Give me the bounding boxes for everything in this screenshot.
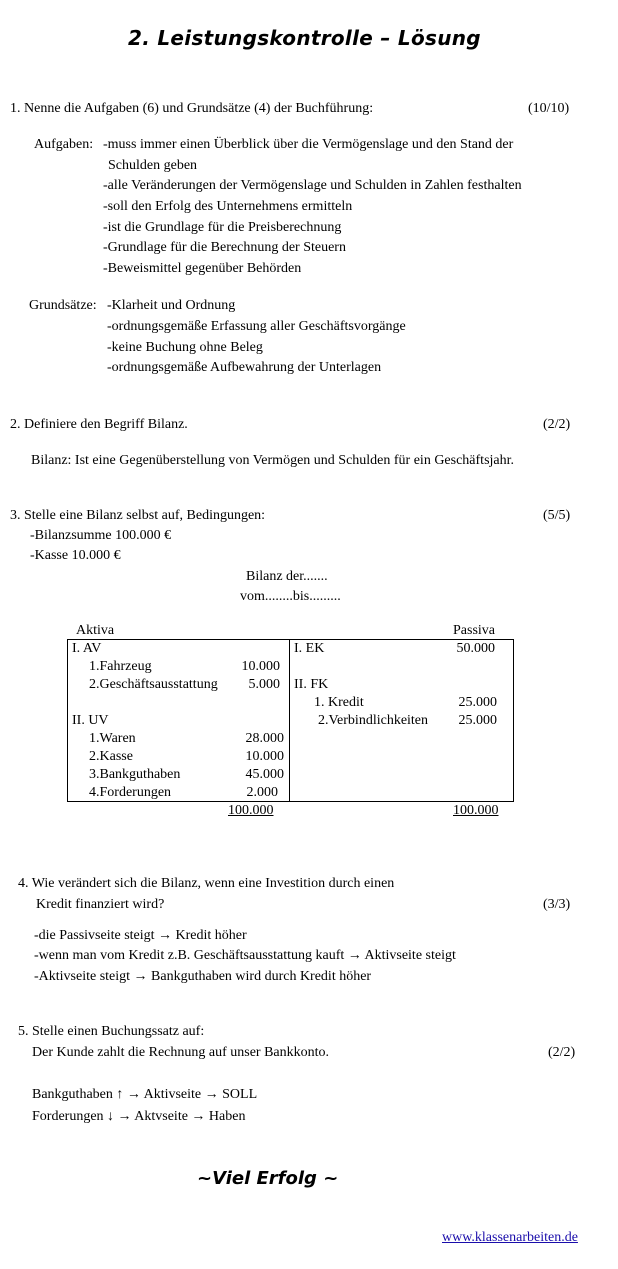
aufgaben-item: -alle Veränderungen der Vermögenslage und Schulden in Zahlen festhalten xyxy=(103,178,522,193)
ek-value: 50.000 xyxy=(456,641,495,656)
question-2: 2. Definiere den Begriff Bilanz. xyxy=(10,417,188,432)
aufgaben-item: Schulden geben xyxy=(108,158,198,173)
fk-item-label: 2.Verbindlichkeiten xyxy=(318,713,429,728)
footer-link[interactable]: www.klassenarbeiten.de xyxy=(442,1230,578,1245)
question-4-points: (3/3) xyxy=(543,897,571,912)
table-right-border xyxy=(513,639,514,802)
condition-kasse: -Kasse 10.000 € xyxy=(30,548,121,563)
question-4-answer: -Aktivseite steigt → Bankguthaben wird durch Kredit höher xyxy=(34,969,372,984)
question-5: 5. Stelle einen Buchungssatz auf: xyxy=(18,1024,205,1039)
av-item-label: 1.Fahrzeug xyxy=(89,659,152,674)
uv-item-label: 2.Kasse xyxy=(89,749,133,764)
uv-item-value: 10.000 xyxy=(245,749,284,764)
aufgaben-item: -ist die Grundlage für die Preisberechnung xyxy=(103,220,342,235)
bilanz-heading: Bilanz der....... xyxy=(246,569,328,584)
grundsaetze-item: -ordnungsgemäße Aufbewahrung der Unterlagen xyxy=(107,360,382,375)
table-center-divider xyxy=(289,639,290,802)
total-aktiva: 100.000 xyxy=(228,803,274,818)
av-label: I. AV xyxy=(72,641,102,656)
question-5-cont: Der Kunde zahlt die Rechnung auf unser Bankkonto. xyxy=(32,1045,330,1060)
question-1: 1. Nenne die Aufgaben (6) und Grundsätze (4) der Buchführung: xyxy=(10,101,374,116)
question-4-cont: Kredit finanziert wird? xyxy=(36,897,165,912)
aufgaben-item: -Grundlage für die Berechnung der Steuern xyxy=(103,240,346,255)
passiva-label: Passiva xyxy=(453,623,495,638)
question-5-answer: Forderungen ↓ → Aktvseite → Haben xyxy=(32,1109,246,1124)
question-5-answer: Bankguthaben ↑ → Aktivseite → SOLL xyxy=(32,1087,258,1102)
grundsaetze-item: -keine Buchung ohne Beleg xyxy=(107,340,263,355)
fk-item-value: 25.000 xyxy=(458,695,497,710)
uv-item-label: 4.Forderungen xyxy=(89,785,172,800)
question-3: 3. Stelle eine Bilanz selbst auf, Bedingungen: xyxy=(10,508,266,523)
uv-item-value: 28.000 xyxy=(245,731,284,746)
av-item-value: 5.000 xyxy=(248,677,280,692)
total-passiva: 100.000 xyxy=(453,803,499,818)
condition-bilanzsumme: -Bilanzsumme 100.000 € xyxy=(30,528,172,543)
bilanz-period: vom........bis......... xyxy=(240,589,341,604)
fk-label: II. FK xyxy=(294,677,329,692)
grundsaetze-label: Grundsätze: xyxy=(29,298,97,313)
table-bottom-border xyxy=(67,801,514,802)
question-4-answer: -wenn man vom Kredit z.B. Geschäftsausstattung kauft → Aktivseite steigt xyxy=(34,948,456,963)
question-4: 4. Wie verändert sich die Bilanz, wenn eine Investition durch einen xyxy=(18,876,395,891)
fk-item-label: 1. Kredit xyxy=(314,695,364,710)
grundsaetze-item: -Klarheit und Ordnung xyxy=(107,298,236,313)
aufgaben-item: -Beweismittel gegenüber Behörden xyxy=(103,261,302,276)
ek-label: I. EK xyxy=(294,641,325,656)
table-top-border xyxy=(67,639,514,640)
question-4-answer: -die Passivseite steigt → Kredit höher xyxy=(34,928,247,943)
uv-item-label: 3.Bankguthaben xyxy=(89,767,181,782)
grundsaetze-item: -ordnungsgemäße Erfassung aller Geschäftsvorgänge xyxy=(107,319,406,334)
av-item-label: 2.Geschäftsausstattung xyxy=(89,677,218,692)
uv-item-value: 2.000 xyxy=(246,785,278,800)
question-3-points: (5/5) xyxy=(543,508,571,523)
uv-label: II. UV xyxy=(72,713,109,728)
fk-item-value: 25.000 xyxy=(458,713,497,728)
aktiva-label: Aktiva xyxy=(76,623,115,638)
table-left-border xyxy=(67,639,68,802)
av-item-value: 10.000 xyxy=(241,659,280,674)
question-1-points: (10/10) xyxy=(528,101,570,116)
uv-item-value: 45.000 xyxy=(245,767,284,782)
uv-item-label: 1.Waren xyxy=(89,731,136,746)
question-2-answer: Bilanz: Ist eine Gegenüberstellung von Vermögen und Schulden für ein Geschäftsjahr. xyxy=(31,453,515,468)
aufgaben-label: Aufgaben: xyxy=(34,137,94,152)
closing-text: ~Viel Erfolg ~ xyxy=(197,1168,339,1189)
aufgaben-item: -soll den Erfolg des Unternehmens ermitteln xyxy=(103,199,353,214)
aufgaben-item: -muss immer einen Überblick über die Vermögenslage und den Stand der xyxy=(103,137,514,152)
page-title: 2. Leistungskontrolle – Lösung xyxy=(128,26,481,50)
question-5-points: (2/2) xyxy=(548,1045,576,1060)
question-2-points: (2/2) xyxy=(543,417,571,432)
